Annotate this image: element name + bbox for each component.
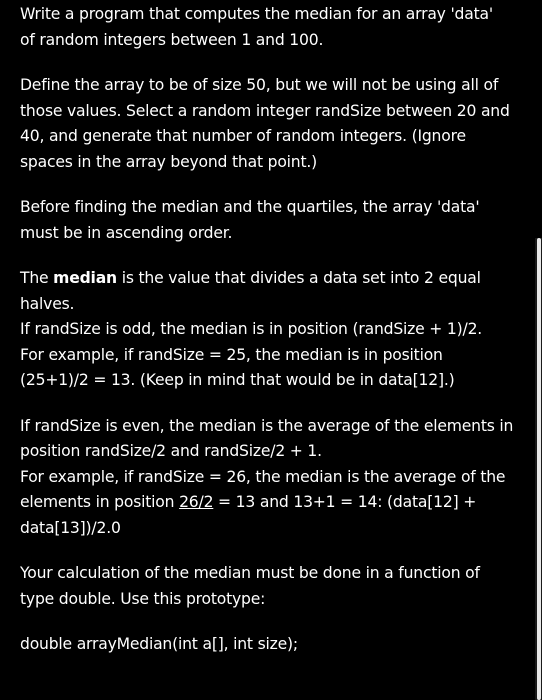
- text-line: of random integers between 1 and 100.: [20, 30, 324, 49]
- function-paragraph: [20, 561, 525, 612]
- text-line: spaces in the array beyond that point.): [20, 152, 318, 171]
- text-line: (25+1)/2 = 13. (Keep in mind that would be in data[12].): [20, 371, 455, 389]
- underlined-expression: 26/2: [179, 493, 214, 511]
- text-line: If randSize is odd, the median is in position (randSize + 1)/2.: [20, 320, 483, 338]
- text-line: [20, 490, 525, 516]
- text-fragment: = 13 and 13+1 = 14: (data[12] +: [213, 493, 477, 511]
- text-line: type double. Use this prototype:: [20, 589, 266, 608]
- text-line: For example, if randSize = 25, the median is in position: [20, 345, 443, 364]
- problem-text: [20, 0, 525, 658]
- prototype-line: double arrayMedian(int a[], int size);: [20, 635, 298, 653]
- text-line: Your calculation of the median must be done in a function of: [20, 564, 480, 582]
- text-fragment: is the value that divides a data set into 2 equal: [116, 269, 481, 287]
- text-line: [20, 266, 525, 292]
- median-odd-paragraph: [20, 266, 525, 394]
- scrollbar-thumb[interactable]: [537, 238, 541, 700]
- text-line: If randSize is even, the median is the average of the elements in: [20, 416, 514, 435]
- vertical-scrollbar[interactable]: [535, 238, 542, 700]
- text-line: data[13])/2.0: [20, 518, 121, 537]
- text-fragment: The: [20, 269, 54, 287]
- prototype-paragraph: [20, 632, 525, 658]
- text-line: For example, if randSize = 26, the median is the average of the: [20, 467, 506, 486]
- text-line: Write a program that computes the median for an array 'data': [20, 5, 493, 23]
- intro-paragraph: [20, 2, 525, 53]
- text-line: must be in ascending order.: [20, 223, 233, 242]
- text-line: 40, and generate that number of random integers. (Ignore: [20, 127, 466, 145]
- median-even-paragraph: [20, 414, 525, 542]
- text-line: halves.: [20, 294, 75, 313]
- text-fragment: elements in position: [20, 493, 180, 511]
- text-line: Define the array to be of size 50, but we will not be using all of: [20, 76, 499, 94]
- sorting-paragraph: [20, 195, 525, 246]
- text-line: position randSize/2 and randSize/2 + 1.: [20, 442, 322, 460]
- text-line: Before finding the median and the quartiles, the array 'data': [20, 198, 480, 216]
- median-term: median: [53, 269, 117, 287]
- text-line: those values. Select a random integer randSize between 20 and: [20, 101, 510, 120]
- array-size-paragraph: [20, 73, 525, 175]
